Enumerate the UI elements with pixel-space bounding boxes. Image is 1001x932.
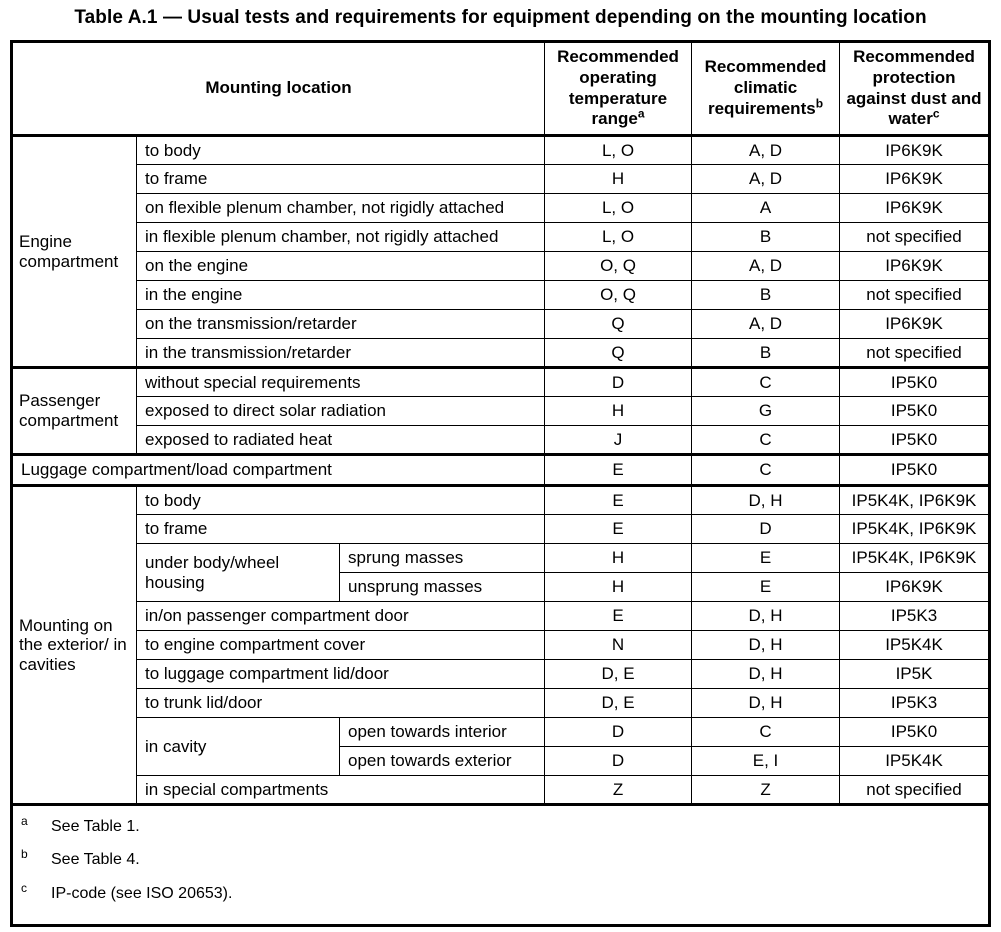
footnote-a (21, 814, 980, 836)
sublocation-cell: open towards interior (340, 718, 545, 747)
sublocation-cell: sprung masses (340, 544, 545, 573)
table-row (12, 194, 990, 223)
protection-cell: IP6K9K (840, 573, 990, 602)
header-protection (840, 42, 990, 136)
protection-cell: IP6K9K (840, 194, 990, 223)
location-cell: to body (137, 486, 545, 515)
climatic-cell: B (692, 223, 840, 252)
protection-cell: IP5K0 (840, 426, 990, 455)
temp-cell: H (545, 544, 692, 573)
protection-cell: IP5K4K (840, 747, 990, 776)
temp-cell: Q (545, 310, 692, 339)
protection-cell: IP5K0 (840, 718, 990, 747)
table-row (12, 602, 990, 631)
table-row (12, 252, 990, 281)
protection-cell: not specified (840, 223, 990, 252)
climatic-cell: D, H (692, 689, 840, 718)
climatic-cell: D, H (692, 486, 840, 515)
table-row (12, 660, 990, 689)
header-row (12, 42, 990, 136)
table-row (12, 223, 990, 252)
protection-cell: IP5K (840, 660, 990, 689)
table-row (12, 368, 990, 397)
climatic-cell: A, D (692, 136, 840, 165)
climatic-cell: C (692, 426, 840, 455)
table-row (12, 426, 990, 455)
climatic-cell: D (692, 515, 840, 544)
footnotes-cell (12, 805, 990, 926)
group-cell-passenger-compartment: Passenger compartment (12, 368, 137, 455)
climatic-cell: C (692, 368, 840, 397)
temp-cell: L, O (545, 136, 692, 165)
location-cell: to frame (137, 515, 545, 544)
climatic-cell: D, H (692, 631, 840, 660)
location-cell: in the transmission/retarder (137, 339, 545, 368)
temp-cell: D, E (545, 689, 692, 718)
temp-cell: O, Q (545, 281, 692, 310)
header-temperature-range (545, 42, 692, 136)
protection-cell: IP5K0 (840, 368, 990, 397)
header-mounting-location (12, 42, 545, 136)
location-cell: to luggage compartment lid/door (137, 660, 545, 689)
climatic-cell: D, H (692, 660, 840, 689)
protection-cell: IP6K9K (840, 252, 990, 281)
group-cell-exterior-cavities: Mounting on the exterior/ in cavities (12, 486, 137, 805)
temp-cell: E (545, 602, 692, 631)
protection-cell: IP5K4K, IP6K9K (840, 544, 990, 573)
table-row (12, 397, 990, 426)
footnote-c (21, 880, 980, 903)
location-cell: to body (137, 136, 545, 165)
climatic-cell: B (692, 339, 840, 368)
sublocation-cell: open towards exterior (340, 747, 545, 776)
header-climatic-requirements (692, 42, 840, 136)
protection-cell: IP5K3 (840, 689, 990, 718)
location-cell: on the engine (137, 252, 545, 281)
temp-cell: E (545, 486, 692, 515)
table-row (12, 455, 990, 486)
table-row (12, 718, 990, 747)
table-row (12, 281, 990, 310)
location-cell: to trunk lid/door (137, 689, 545, 718)
climatic-cell: A, D (692, 165, 840, 194)
table-row (12, 544, 990, 573)
protection-cell: not specified (840, 281, 990, 310)
location-cell: to engine compartment cover (137, 631, 545, 660)
table-row (12, 165, 990, 194)
table-row (12, 631, 990, 660)
climatic-cell: E (692, 544, 840, 573)
protection-cell: not specified (840, 776, 990, 805)
header-label: Recommended climatic requirements (704, 57, 827, 118)
sublocation-cell: unsprung masses (340, 573, 545, 602)
temp-cell: J (545, 426, 692, 455)
footnote-text: See Table 1. (51, 818, 140, 835)
climatic-cell: G (692, 397, 840, 426)
temp-cell: L, O (545, 194, 692, 223)
location-cell-luggage: Luggage compartment/load compartment (12, 455, 545, 486)
footnote-marker-a: a (21, 814, 28, 828)
location-cell: exposed to direct solar radiation (137, 397, 545, 426)
table-row (12, 689, 990, 718)
footnote-ref-a: a (637, 106, 645, 121)
temp-cell: D (545, 747, 692, 776)
location-cell: in the engine (137, 281, 545, 310)
requirements-table (10, 40, 991, 927)
climatic-cell: A, D (692, 310, 840, 339)
table-row (12, 515, 990, 544)
location-cell: in special compartments (137, 776, 545, 805)
table-row (12, 310, 990, 339)
protection-cell: IP6K9K (840, 136, 990, 165)
climatic-cell: E (692, 573, 840, 602)
protection-cell: IP5K3 (840, 602, 990, 631)
location-cell: to frame (137, 165, 545, 194)
protection-cell: IP5K4K, IP6K9K (840, 515, 990, 544)
climatic-cell: C (692, 718, 840, 747)
temp-cell: D (545, 718, 692, 747)
protection-cell: IP6K9K (840, 165, 990, 194)
protection-cell: IP6K9K (840, 310, 990, 339)
location-cell: on the transmission/retarder (137, 310, 545, 339)
table-row (12, 776, 990, 805)
temp-cell: H (545, 165, 692, 194)
footnotes-row (12, 805, 990, 926)
temp-cell: E (545, 515, 692, 544)
group-cell-engine-compartment: Engine compartment (12, 136, 137, 368)
footnote-ref-b: b (815, 96, 824, 111)
location-cell: exposed to radiated heat (137, 426, 545, 455)
temp-cell: Z (545, 776, 692, 805)
header-label: Mounting location (205, 78, 352, 98)
climatic-cell: A (692, 194, 840, 223)
temp-cell: N (545, 631, 692, 660)
climatic-cell: D, H (692, 602, 840, 631)
footnote-text: See Table 4. (51, 851, 140, 869)
table-row (12, 136, 990, 165)
location-cell: in cavity (137, 718, 340, 776)
protection-cell: IP5K0 (840, 455, 990, 486)
climatic-cell: Z (692, 776, 840, 805)
footnote-text: IP-code (see ISO 20653). (51, 884, 233, 902)
footnote-ref-c: c (932, 106, 940, 121)
protection-cell: IP5K4K (840, 631, 990, 660)
location-cell: without special requirements (137, 368, 545, 397)
temp-cell: H (545, 573, 692, 602)
climatic-cell: E, I (692, 747, 840, 776)
climatic-cell: B (692, 281, 840, 310)
temp-cell: Q (545, 339, 692, 368)
protection-cell: not specified (840, 339, 990, 368)
location-cell: on flexible plenum chamber, not rigidly attached (137, 194, 545, 223)
climatic-cell: C (692, 455, 840, 486)
protection-cell: IP5K0 (840, 397, 990, 426)
table-row (12, 339, 990, 368)
temp-cell: L, O (545, 223, 692, 252)
temp-cell: D, E (545, 660, 692, 689)
table-row (12, 486, 990, 515)
temp-cell: E (545, 455, 692, 486)
location-cell: in flexible plenum chamber, not rigidly attached (137, 223, 545, 252)
header-label: Recommended operating temperature range (557, 47, 679, 129)
location-cell: under body/wheel housing (137, 544, 340, 602)
table-title: Table A.1 — Usual tests and requirements for equipment depending on the mounting location (74, 7, 927, 28)
footnote-marker-c: c (21, 880, 27, 895)
location-cell: in/on passenger compartment door (137, 602, 545, 631)
temp-cell: H (545, 397, 692, 426)
climatic-cell: A, D (692, 252, 840, 281)
header-label: Recommended protection against dust and water (846, 47, 982, 129)
footnote-marker-b: b (21, 847, 28, 862)
footnote-b (21, 847, 980, 869)
temp-cell: O, Q (545, 252, 692, 281)
temp-cell: D (545, 368, 692, 397)
protection-cell: IP5K4K, IP6K9K (840, 486, 990, 515)
